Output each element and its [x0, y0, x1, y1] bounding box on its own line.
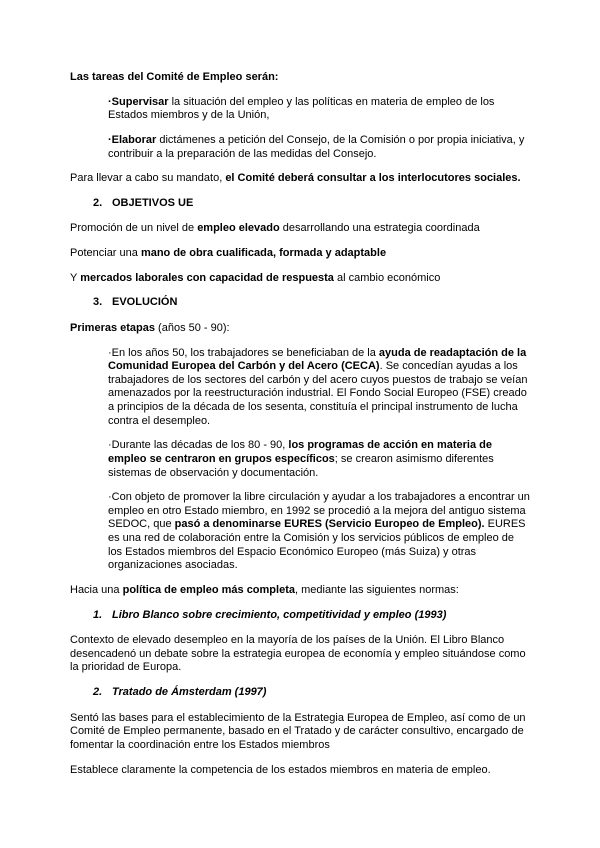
mercados-post: al cambio económico — [333, 271, 441, 284]
paragraph-decadas — [70, 439, 530, 480]
decadas-pre: ·Durante las décadas de los 80 - 90, — [108, 439, 289, 452]
potenciar-bold: mano de obra cualificada, formada y adaptable — [140, 247, 387, 259]
anos50-bold: ayuda de readaptación de la Comunidad Europea del Carbón y del Acero (CECA) — [108, 346, 527, 373]
decadas-post: ; se crearon asimismo diferentes sistemas de observación y documentación. — [108, 452, 494, 479]
tareas-lead-text: Las tareas del Comité de Empleo serán: — [70, 71, 279, 83]
promocion-bold: empleo elevado — [197, 222, 280, 235]
establece-text: Establece claramente la competencia de los estados miembros en materia de empleo. — [70, 763, 491, 776]
paragraph-contexto — [70, 634, 530, 675]
bullet-elaborar — [70, 134, 530, 161]
bullet-supervisar — [70, 96, 530, 123]
paragraph-anos50 — [70, 347, 530, 429]
heading-evolucion-label: EVOLUCIÓN — [112, 296, 178, 309]
heading-tratado-number: 2. — [93, 686, 103, 698]
heading-libro-number: 1. — [93, 608, 103, 621]
primeras-bold: Primeras etapas — [70, 321, 155, 334]
paragraph-establece — [70, 764, 530, 778]
paragraph-promocion — [70, 222, 530, 236]
mandato-plain: Para llevar a cabo su mandato, — [70, 172, 226, 185]
eures-pre: ·Con objeto de promover la libre circulación y ayudar a los trabajadores a encontrar un empleo en otro Estado miembro, en 1992 se procedió a la mejora del antiguo sistema SEDOC, que — [108, 491, 530, 531]
primeras-post: (años 50 - 90): — [155, 321, 230, 334]
mandato-bold: el Comité deberá consultar a los interlocutores sociales. — [225, 172, 521, 185]
heading-objetivos-number: 2. — [93, 196, 103, 209]
mercados-bold: mercados laborales con capacidad de respuesta — [80, 271, 334, 284]
mercados-pre: Y — [70, 271, 81, 284]
hacia-post: , mediante las siguientes normas: — [294, 583, 459, 596]
eures-bold: pasó a denominarse EURES (Servicio Europeo de Empleo). — [174, 518, 485, 531]
anos50-post: . Se concedían ayudas a los trabajadores de los sectores del carbón y del acero cuyos puestos de trabajo se veían amenazados por la reestructuración industrial. El Fondo Social Europeo (FSE) creado a principios de la década de los sesenta, constituía el principal instrumento de lucha contra el desempleo. — [108, 360, 528, 427]
anos50-pre: ·En los años 50, los trabajadores se beneficiaban de la — [108, 346, 379, 359]
paragraph-sento — [70, 712, 530, 753]
hacia-pre: Hacia una — [70, 583, 123, 596]
heading-tratado — [70, 686, 530, 700]
hacia-bold: política de empleo más completa — [122, 583, 295, 596]
eures-post: EURES es una red de colaboración entre la Comisión y los servicios públicos de empleo de los Estados miembros del Espacio Económico Europeo (más Suiza) y otras organizaciones asociadas. — [108, 518, 526, 572]
paragraph-mandato — [70, 172, 530, 186]
heading-libro-blanco — [70, 609, 530, 623]
sento-text: Sentó las bases para el establecimiento de la Estrategia Europea de Empleo, así como de un Comité de Empleo permanente, basado en el Tratado y de carácter consultivo, encargado de fomentar la coordinación entre los Estados miembros — [70, 711, 526, 751]
decadas-bold: los programas de acción en materia de empleo se centraron en grupos específicos — [108, 439, 492, 465]
paragraph-hacia — [70, 584, 530, 598]
bullet-elaborar-bold: ·Elaborar — [108, 133, 157, 146]
promocion-pre: Promoción de un nivel de — [70, 222, 198, 235]
heading-objetivos — [70, 197, 530, 211]
heading-tratado-label: Tratado de Ámsterdam (1997) — [112, 686, 267, 698]
bullet-supervisar-rest: la situación del empleo y las políticas en materia de empleo de los Estados miembros y de la Unión, — [108, 95, 495, 122]
paragraph-primeras — [70, 322, 530, 336]
promocion-post: desarrollando una estrategia coordinada — [279, 222, 480, 235]
heading-evolucion — [70, 296, 530, 310]
bullet-elaborar-rest: dictámenes a petición del Consejo, de la Comisión o por propia iniciativa, y contribuir a la preparación de las medidas del Consejo. — [108, 133, 525, 160]
heading-objetivos-label: OBJETIVOS UE — [112, 196, 194, 209]
paragraph-potenciar — [70, 247, 530, 261]
bullet-supervisar-bold: ·Supervisar — [108, 95, 169, 108]
heading-libro-label: Libro Blanco sobre crecimiento, competitividad y empleo (1993) — [112, 608, 447, 621]
paragraph-tareas-lead — [70, 71, 530, 85]
potenciar-pre: Potenciar una — [70, 247, 141, 259]
contexto-text: Contexto de elevado desempleo en la mayoría de los países de la Unión. El Libro Blanco desencadenó un debate sobre la estrategia europea de economía y empleo situándose como la prioridad de Europa. — [70, 634, 526, 674]
paragraph-mercados — [70, 272, 530, 286]
paragraph-eures — [70, 491, 530, 573]
heading-evolucion-number: 3. — [93, 296, 103, 309]
